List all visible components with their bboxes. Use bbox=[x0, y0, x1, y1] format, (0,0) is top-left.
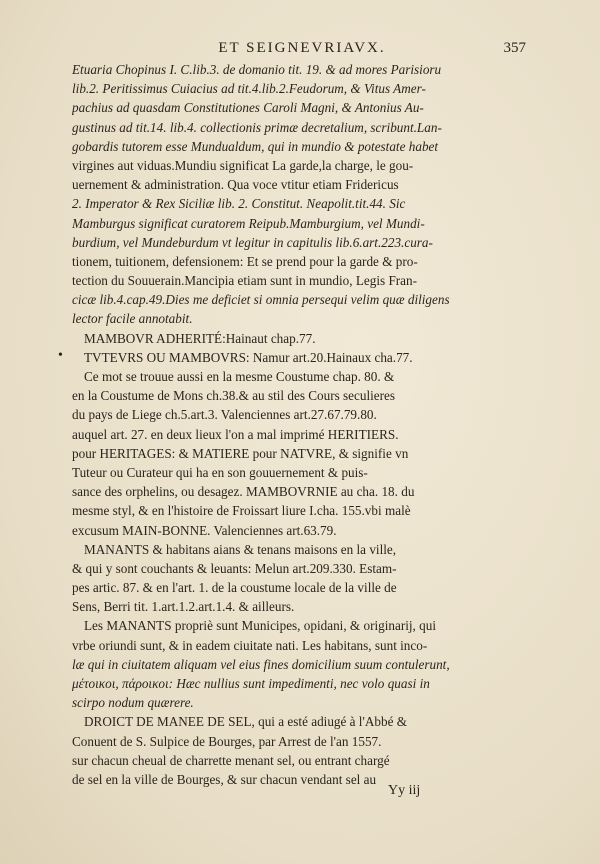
text-line: MANANTS & habitans aians & tenans maisons en la ville, bbox=[84, 541, 397, 557]
text-line: pes artic. 87. & en l'art. 1. de la coustume locale de la ville de bbox=[72, 580, 397, 596]
text-line: pour HERITAGES: & MATIERE pour NATVRE, & signifie vn bbox=[72, 445, 409, 461]
text-line: gustinus ad tit.14. lib.4. collectionis primæ decretalium, scribunt.Lan- bbox=[72, 119, 442, 135]
text-line: pachius ad quasdam Constitutiones Caroli Magni, & Antonius Au- bbox=[72, 100, 424, 116]
running-title: ET SEIGNEVRIAVX. bbox=[218, 40, 386, 56]
text-line: Mamburgus significat curatorem Reipub.Mamburgium, vel Mundi- bbox=[72, 215, 425, 231]
text-line: cicæ lib.4.cap.49.Dies me deficiet si omnia persequi velim quæ diligens bbox=[72, 292, 450, 308]
text-line: scirpo nodum quærere. bbox=[72, 695, 194, 711]
text-line: en la Coustume de Mons ch.38.& au stil des Cours seculieres bbox=[72, 388, 396, 404]
text-line: sance des orphelins, ou desagez. MAMBOVRNIE au cha. 18. du bbox=[72, 484, 415, 500]
text-line: tection du Souuerain.Mancipia etiam sunt in mundio, Legis Fran- bbox=[72, 273, 418, 289]
text-line: Tuteur ou Curateur qui ha en son gouuernement & puis- bbox=[72, 464, 368, 480]
folio-number: 357 bbox=[503, 40, 526, 56]
text-line: excusum MAIN-BONNE. Valenciennes art.63.79. bbox=[72, 522, 337, 538]
text-line: lib.2. Peritissimus Cuiacius ad tit.4.lib.2.Feudorum, & Vitus Amer- bbox=[72, 81, 426, 97]
text-line: mesme styl, & en l'histoire de Froissart liure I.cha. 155.vbi malè bbox=[72, 503, 411, 519]
text-line: 2. Imperator & Rex Siciliæ lib. 2. Constitut. Neapolit.tit.44. Sic bbox=[72, 196, 406, 212]
text-line: lector facile annotabit. bbox=[72, 311, 193, 327]
text-line: auquel art. 27. en deux lieux l'on a mal imprimé HERITIERS. bbox=[72, 426, 399, 442]
body-text bbox=[72, 60, 542, 789]
text-line: uernement & administration. Qua voce vtitur etiam Fridericus bbox=[72, 177, 399, 193]
text-line: virgines aut viduas.Mundiu significat La garde,la charge, le gou- bbox=[72, 157, 414, 173]
text-line: tionem, tuitionem, defensionem: Et se prend pour la garde & pro- bbox=[72, 253, 418, 269]
text-line: sur chacun cheual de charrette menant sel, ou entrant chargé bbox=[72, 752, 390, 768]
text-line: vrbe oriundi sunt, & in eadem ciuitate nati. Les habitans, sunt inco- bbox=[72, 637, 428, 653]
text-line: du pays de Liege ch.5.art.3. Valenciennes art.27.67.79.80. bbox=[72, 407, 377, 423]
text-line: TVTEVRS OU MAMBOVRS: Namur art.20.Hainaux cha.77. bbox=[84, 349, 413, 365]
text-line: MAMBOVR ADHERITÉ:Hainaut chap.77. bbox=[84, 330, 316, 346]
signature-mark: Yy iij bbox=[388, 783, 421, 798]
text-line: Ce mot se trouue aussi en la mesme Coustume chap. 80. & bbox=[84, 369, 395, 384]
text-line: Sens, Berri tit. 1.art.1.2.art.1.4. & ailleurs. bbox=[72, 599, 295, 615]
text-line: DROICT DE MANEE DE SEL, qui a esté adiugé à l'Abbé & bbox=[84, 714, 407, 730]
text-line: Conuent de S. Sulpice de Bourges, par Arrest de l'an 1557. bbox=[72, 733, 382, 749]
text-line: de sel en la ville de Bourges, & sur chacun vendant sel au bbox=[72, 771, 377, 787]
text-line: burdium, vel Mundeburdum vt legitur in capitulis lib.6.art.223.cura- bbox=[72, 234, 433, 250]
text-line: μέτοικοι, πάροικοι: Hæc nullius sunt impedimenti, nec volo quasi in bbox=[72, 676, 430, 691]
text-line: & qui y sont couchants & leuants: Melun art.209.330. Estam- bbox=[72, 560, 397, 576]
text-line: læ qui in ciuitatem aliquam vel eius fines domicilium suum contulerunt, bbox=[72, 656, 450, 672]
text-line: Les MANANTS propriè sunt Municipes, opidani, & originarij, qui bbox=[84, 618, 436, 634]
margin-mark: • bbox=[58, 348, 63, 363]
text-line: gobardis tutorem esse Mundualdum, qui in mundio & potestate habet bbox=[72, 138, 439, 154]
text-line: Etuaria Chopinus I. C.lib.3. de domanio tit. 19. & ad mores Parisioru bbox=[72, 62, 442, 77]
